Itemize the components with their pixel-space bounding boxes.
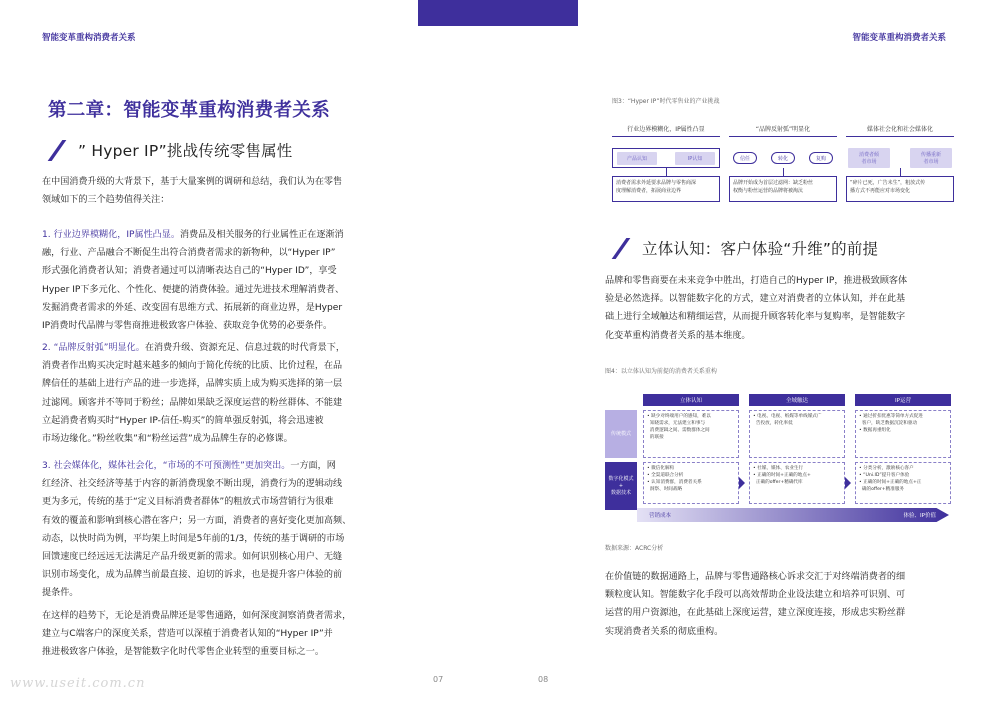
figure-3-box <box>612 148 720 168</box>
figure-3-pill: 产品认知 <box>617 152 657 165</box>
figure-3-note: 品牌开始成为首层过滤网：缺乏粉丝 权衡与粉丝运营的品牌将被淘汰 <box>729 176 837 202</box>
figure-3-note: “碎片已死，广告未生”，粗放式传 播方式不再能应对市场变化 <box>846 176 954 202</box>
trend-2-heading: 2. “品牌反射弧”明显化。 <box>42 343 145 353</box>
figure-4-bar-label-right: 体验、IP价值 <box>903 513 936 519</box>
figure-3-column-header: 行业边界模糊化，IP属性凸显 <box>627 126 705 133</box>
trend-3-heading: 3. 社会媒体化，媒体社会化，“市场的不可预测性”更加突出。 <box>42 461 291 471</box>
figure-3-box <box>729 148 837 168</box>
text-line: 立起消费者购买时“Hyper IP-信任-购买”的简单强反射弧，将会迅速被 <box>42 415 324 426</box>
figure-3-box <box>846 148 954 168</box>
text-line: 建立与C端客户的深度关系，营造可以深植于消费者认知的“Hyper IP”并 <box>42 629 333 640</box>
section-slash-icon <box>612 238 628 258</box>
text-line: 消费者作出购买决定时越来越多的倾向于简化传统的比质、比价过程，在品 <box>42 361 343 372</box>
chevron-right-icon <box>739 477 745 489</box>
figure-3-divider <box>846 136 954 137</box>
figure-3-circle: 转化 <box>771 152 795 164</box>
figure-3-pill: 传播重新 者市场 <box>910 148 952 168</box>
section-2-paragraph-2 <box>605 568 905 641</box>
figure-4-gradient-arrow <box>637 508 949 522</box>
figure-4-column-header: IP运营 <box>855 394 951 406</box>
figure-3-arrow <box>666 168 667 176</box>
figure-4-row-label: 传统模式 <box>605 410 637 458</box>
text-run: 在消费升级、资源充足、信息过载的时代背景下， <box>144 343 345 353</box>
trend-2-paragraph <box>42 339 345 448</box>
text-line <box>42 339 345 357</box>
section-slash-icon <box>48 140 64 160</box>
figure-3-diagram <box>612 120 954 216</box>
text-line <box>42 457 351 475</box>
text-line: 运营的用户资源池，在此基础上深度运营，建立深度连接，形成忠实粉丝群 <box>605 608 906 619</box>
figure-3-pill: 消费者倾 者市场 <box>848 148 890 168</box>
figure-3-pill: IP认知 <box>675 152 715 165</box>
figure-3-column-header: 媒体社会化和社会媒体化 <box>866 126 933 133</box>
text-line: 融，行业、产品融合不断促生出符合消费者需求的新物种，以“Hyper IP” <box>42 248 336 259</box>
text-line: 品牌和零售商要在未来竞争中胜出，打造自己的Hyper IP，推进极致顾客体 <box>605 276 908 286</box>
trend-3-paragraph <box>42 457 351 603</box>
figure-3-divider <box>612 136 720 137</box>
text-line <box>42 226 344 244</box>
section-heading-3d-cognition <box>612 236 878 260</box>
figure-3-arrow <box>783 168 784 176</box>
text-line: 过滤网。顾客并不等同于粉丝；品牌如果缺乏深度运营的粉丝群体、不能建 <box>42 397 343 408</box>
figure-3-circle: 复购 <box>809 152 833 164</box>
page-number-right: 08 <box>538 675 549 684</box>
text-run: 消费品及相关服务的行业属性正在逐渐消 <box>179 230 344 240</box>
chevron-right-icon <box>845 477 851 489</box>
text-line: 更为多元，传统的基于“定义目标消费者群体”的粗放式市场营销行为很难 <box>42 497 334 508</box>
figure-4-cell: • 社媒、媒体、农业生行 • 正确的时间+正确的地点+ 正确的offer+精确代库 <box>749 462 845 504</box>
figure-3-note: 消费者需求外延要求品牌与零售商深 度理解消费者，拓展商业边界 <box>612 176 720 202</box>
text-line: 础上进行全域触达和精细运营，从而提升顾客转化率与复购率，是智能数字 <box>605 312 906 323</box>
page-number-left: 07 <box>433 675 444 684</box>
text-line: 市场边缘化。”粉丝收集”和“粉丝运营”成为品牌生存的必修课。 <box>42 434 293 445</box>
chapter-title: 第二章：智能变革重构消费者关系 <box>48 100 331 121</box>
figure-4-row-label: 数字化模式 + 数据技术 <box>605 462 637 510</box>
section-2-paragraph <box>605 272 907 345</box>
header-accent-band <box>418 0 578 26</box>
section-title: 立体认知：客户体验“升维”的前提 <box>642 240 879 258</box>
text-line: 在价值链的数据通路上，品牌与零售通路核心诉求交汇于对终端消费者的细 <box>605 572 906 582</box>
figure-3-circle: 信任 <box>733 152 757 164</box>
text-line: 在中国消费升级的大背景下，基于大量案例的调研和总结，我们认为在零售 <box>42 177 343 187</box>
figure-4-caption: 图4：以立体认知为前提的消费者关系重构 <box>605 368 717 375</box>
figure-4-bar-label-left: 营销成本 <box>649 513 672 519</box>
text-line: 形式强化消费者认知；消费者通过可以清晰表达自己的“Hyper ID”，享受 <box>42 266 337 277</box>
figure-4-cell: • 缺少对终端用户的感知，难以 知晓需求，无法建立和事与 消费逻辑之间、需数群体之间 的联接 <box>643 410 739 458</box>
figure-4-diagram <box>605 392 952 532</box>
text-line: 实现消费者关系的彻底重构。 <box>605 626 724 637</box>
text-line: IP消费时代品牌与零售商推进极致客户体验、获取竞争优势的必要条件。 <box>42 321 333 332</box>
conclusion-paragraph <box>42 607 351 662</box>
text-line: 验是必然选择。以智能数字化的方式，建立对消费者的立体认知，并在此基 <box>605 294 906 305</box>
trend-1-paragraph <box>42 226 344 335</box>
intro-paragraph <box>42 173 342 209</box>
text-line: 提条件。 <box>42 588 79 599</box>
figure-4-cell: • 分类分析，激励核心客户 • “Uni.ID”提升客户体验 • 正确的时间+正确的地点+正 确的offer+精准服务 <box>855 462 951 504</box>
text-run: 一方面，网 <box>290 461 336 471</box>
figure-4-column-header: 全域触达 <box>749 394 845 406</box>
text-line: 化变革重构消费者关系的基本维度。 <box>605 330 751 341</box>
running-header-left: 智能变革重构消费者关系 <box>42 33 136 43</box>
figure-3-divider <box>729 136 837 137</box>
text-line: 领域如下的三个趋势值得关注： <box>42 195 170 206</box>
section-title: ” Hyper IP”挑战传统零售属性 <box>78 142 293 160</box>
text-line: 回馈速度已经远远无法满足产品升级更新的需求。如何识别核心用户、无缝 <box>42 552 343 563</box>
text-line: 动态，以快时尚为例，平均架上时间是5年前的1/3，传统的基于调研的市场 <box>42 533 345 544</box>
text-line: 发掘消费者需求的外延、改变固有思维方式、拓展新的商业边界，是Hyper <box>42 302 343 313</box>
figure-3-column-header: “品牌反射弧”明显化 <box>755 126 811 133</box>
figure-4-cell: • 通过折扣优惠等简单方式促进 客户，缺乏数据沉淀和驱动 • 数据再重组化 <box>855 410 951 458</box>
watermark: www.useit.com.cn <box>10 676 146 691</box>
figure-4-cell: • 电视、电视、纸媒等单线媒式广 告投放，转化率低 <box>749 410 845 458</box>
text-line: 有效的覆盖和影响到核心潜在客户；另一方面，消费者的喜好变化更加高频、 <box>42 515 352 526</box>
section-heading-hyper-ip <box>48 138 293 162</box>
trend-1-heading: 1. 行业边界模糊化，IP属性凸显。 <box>42 230 180 240</box>
figure-source: 数据来源：ACRC分析 <box>605 545 664 552</box>
text-line: 在这样的趋势下，无论是消费品牌还是零售通路，如何深度洞察消费者需求， <box>42 611 352 621</box>
figure-4-column-header: 立体认知 <box>643 394 739 406</box>
text-line: Hyper IP下多元化、个性化、便捷的消费体验。通过先进技术理解消费者、 <box>42 284 345 295</box>
text-line: 颗粒度认知。智能数字化手段可以高效帮助企业设法建立和培养可识别、可 <box>605 590 906 601</box>
figure-4-cell: • 微信化解构 • 全渠道联合分析 • 认知消费群，消费者关系 洞察、时间战略 <box>643 462 739 504</box>
text-line: 牌信任的基础上进行产品的进一步选择，品牌实质上成为购买选择的第一层 <box>42 379 343 390</box>
figure-3-caption: 图3：“Hyper IP”时代零售业的产业挑战 <box>612 98 720 105</box>
running-header-right: 智能变革重构消费者关系 <box>852 33 946 43</box>
text-line: 识别市场变化，成为品牌当前最直接、迫切的诉求，也是提升客户体验的前 <box>42 570 343 581</box>
figure-3-arrow <box>900 168 901 176</box>
text-line: 红经济、社交经济等基于内容的新消费现象不断出现，消费行为的逻辑动线 <box>42 479 343 490</box>
text-line: 推进极致客户体验，是智能数字化时代零售企业转型的重要目标之一。 <box>42 647 324 658</box>
